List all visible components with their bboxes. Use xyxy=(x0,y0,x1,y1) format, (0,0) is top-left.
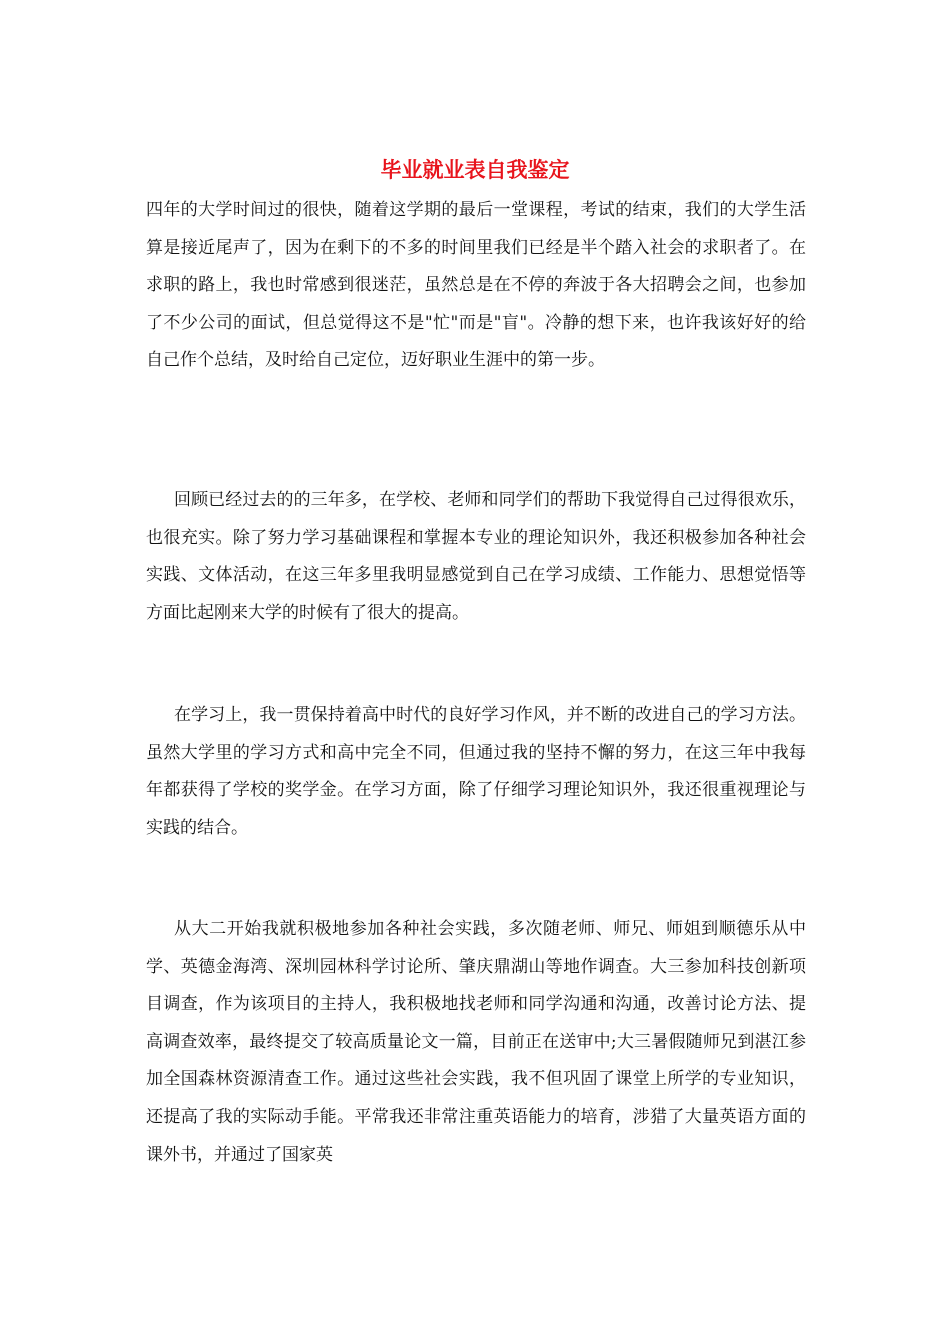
paragraph-intro: 四年的大学时间过的很快，随着这学期的最后一堂课程，考试的结束，我们的大学生活算是接近尾声了，因为在剩下的不多的时间里我们已经是半个踏入社会的求职者了。在求职的路上，我也时常感到很迷茫，虽然总是在不停的奔波于各大招聘会之间，也参加了不少公司的面试，但总觉得这不是"忙"而是"盲"。冷静的想下来，也许我该好好的给自己作个总结，及时给自己定位，迈好职业生涯中的第一步。 xyxy=(146,200,806,371)
paragraph-study: 在学习上，我一贯保持着高中时代的良好学习作风，并不断的改进自己的学习方法。虽然大学里的学习方式和高中完全不同，但通过我的坚持不懈的努力，在这三年中我每年都获得了学校的奖学金。在学习方面，除了仔细学习理论知识外，我还很重视理论与实践的结合。 xyxy=(146,705,806,838)
paragraph-practice: 从大二开始我就积极地参加各种社会实践，多次随老师、师兄、师姐到顺德乐从中学、英德金海湾、深圳园林科学讨论所、肇庆鼎湖山等地作调查。大三参加科技创新项目调查，作为该项目的主持人，我积极地找老师和同学沟通和沟通，改善讨论方法、提高调查效率，最终提交了较高质量论文一篇，目前正在送审中;大三暑假随师兄到湛江参加全国森林资源清查工作。通过这些社会实践，我不但巩固了课堂上所学的专业知识，还提高了我的实际动手能。平常我还非常注重英语能力的培育，涉猎了大量英语方面的课外书，并通过了国家英 xyxy=(146,919,806,1165)
document-title: 毕业就业表自我鉴定 xyxy=(380,157,570,182)
paragraph-review: 回顾已经过去的的三年多，在学校、老师和同学们的帮助下我觉得自己过得很欢乐，也很充实。除了努力学习基础课程和掌握本专业的理论知识外，我还积极参加各种社会实践、文体活动，在这三年多里我明显感觉到自己在学习成绩、工作能力、思想觉悟等方面比起刚来大学的时候有了很大的提高。 xyxy=(146,490,806,623)
